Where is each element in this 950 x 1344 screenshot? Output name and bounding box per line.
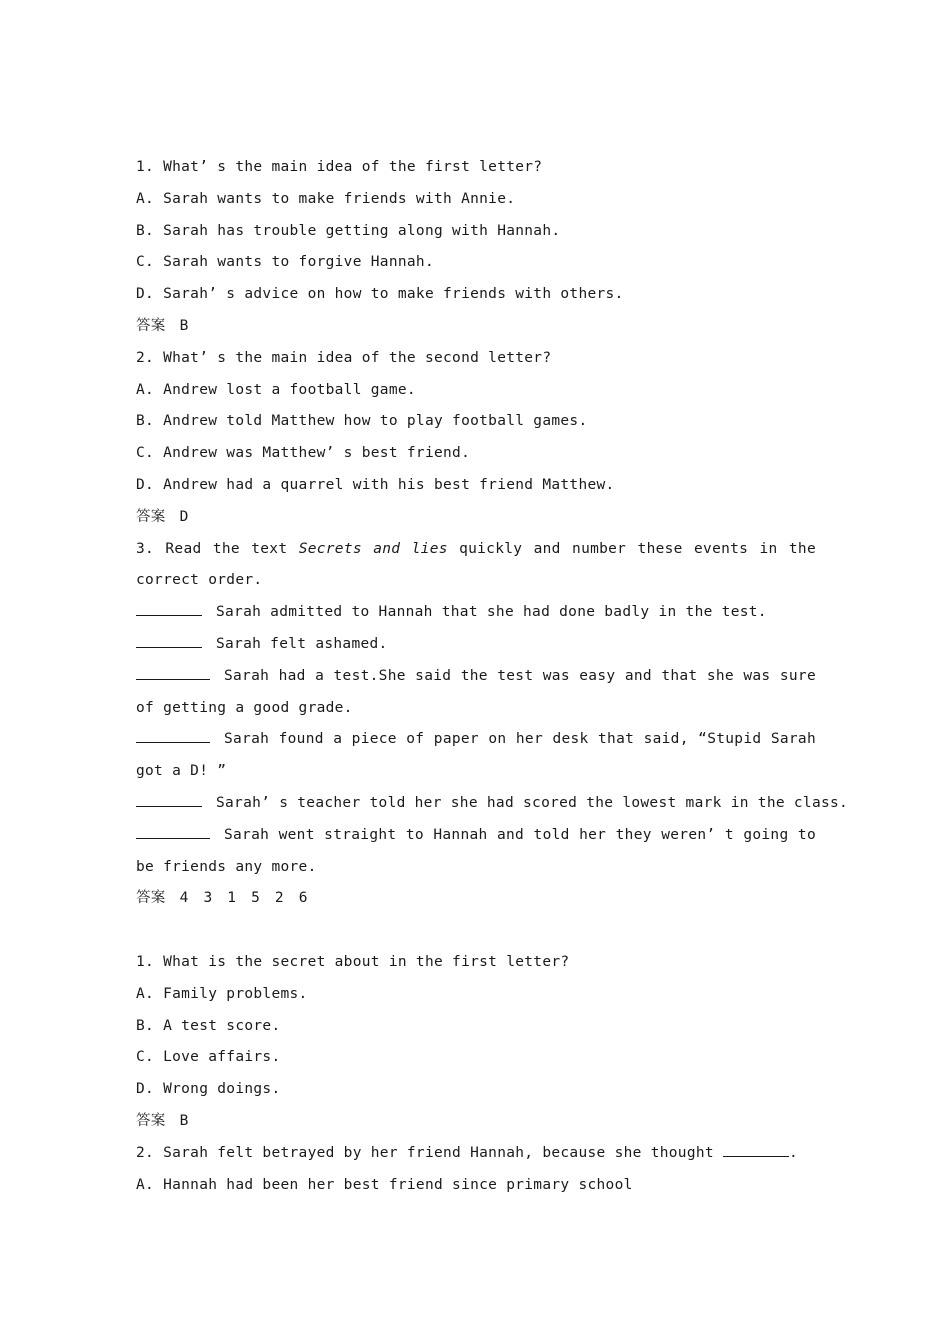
answer-value: B: [179, 1112, 189, 1129]
answer-blank[interactable]: [723, 1138, 789, 1157]
answer-blank[interactable]: [136, 597, 202, 616]
answer-line: [136, 311, 816, 343]
question-stem: 2. What’ s the main idea of the second letter?: [136, 349, 552, 366]
ordering-item: [136, 629, 816, 661]
text-title: Secrets and lies: [298, 540, 448, 557]
option: D. Wrong doings.: [136, 1081, 281, 1098]
event-text: Sarah had a test.She said the test was easy and that she was sure of getting a good grade.: [136, 667, 816, 716]
stem-end: .: [788, 1144, 798, 1161]
ordering-item: [136, 820, 816, 884]
option: A. Sarah wants to make friends with Annie.: [136, 190, 516, 207]
answer-label: 答案: [136, 317, 166, 334]
answer-line: [136, 1106, 816, 1138]
answer-label: 答案: [136, 1112, 166, 1129]
worksheet-page: [136, 152, 849, 1201]
answer-blank[interactable]: [136, 724, 210, 743]
option: B. Sarah has trouble getting along with Hannah.: [136, 222, 561, 239]
question-stem: [136, 534, 816, 598]
event-text: Sarah found a piece of paper on her desk that said, “Stupid Sarah got a D! ”: [136, 731, 816, 780]
option: C. Andrew was Matthew’ s best friend.: [136, 445, 471, 462]
option: A. Hannah had been her best friend since primary school: [136, 1176, 633, 1193]
event-text: Sarah’ s teacher told her she had scored the lowest mark in the class.: [216, 794, 849, 811]
ordering-item: [136, 597, 816, 629]
question-stem: 1. What’ s the main idea of the first letter?: [136, 159, 543, 175]
answer-label: 答案: [136, 890, 166, 907]
option: A. Family problems.: [136, 985, 308, 1002]
option: B. Andrew told Matthew how to play football games.: [136, 413, 588, 430]
question-stem: 1. What is the secret about in the first letter?: [136, 953, 570, 970]
option: C. Love affairs.: [136, 1049, 281, 1066]
answer-blank[interactable]: [136, 661, 210, 680]
answer-blank[interactable]: [136, 629, 202, 648]
event-text: Sarah admitted to Hannah that she had done badly in the test.: [216, 604, 767, 621]
option: D. Sarah’ s advice on how to make friends with others.: [136, 286, 624, 303]
answer-label: 答案: [136, 508, 166, 525]
answer-value: D: [179, 508, 189, 525]
ordering-item: [136, 788, 849, 820]
stem-text: 3. Read the text: [136, 540, 299, 557]
question-stem: [136, 1138, 816, 1170]
option: B. A test score.: [136, 1017, 281, 1034]
option: A. Andrew lost a football game.: [136, 381, 416, 398]
option: C. Sarah wants to forgive Hannah.: [136, 254, 434, 271]
answer-blank[interactable]: [136, 820, 210, 839]
answer-line: [136, 502, 816, 534]
answer-value: 4 3 1 5 2 6: [179, 890, 308, 907]
stem-text: 2. Sarah felt betrayed by her friend Hannah, because she thought: [136, 1144, 714, 1161]
option: D. Andrew had a quarrel with his best friend Matthew.: [136, 476, 615, 493]
stem-text: quickly and number these events in the correct order.: [136, 540, 816, 589]
answer-line: [136, 883, 816, 915]
ordering-item: [136, 661, 816, 725]
section-gap: [136, 915, 816, 947]
answer-blank[interactable]: [136, 788, 202, 807]
ordering-item: [136, 724, 816, 788]
event-text: Sarah went straight to Hannah and told her they weren’ t going to be friends any more.: [136, 826, 816, 875]
answer-value: B: [179, 317, 189, 334]
event-text: Sarah felt ashamed.: [216, 635, 388, 652]
